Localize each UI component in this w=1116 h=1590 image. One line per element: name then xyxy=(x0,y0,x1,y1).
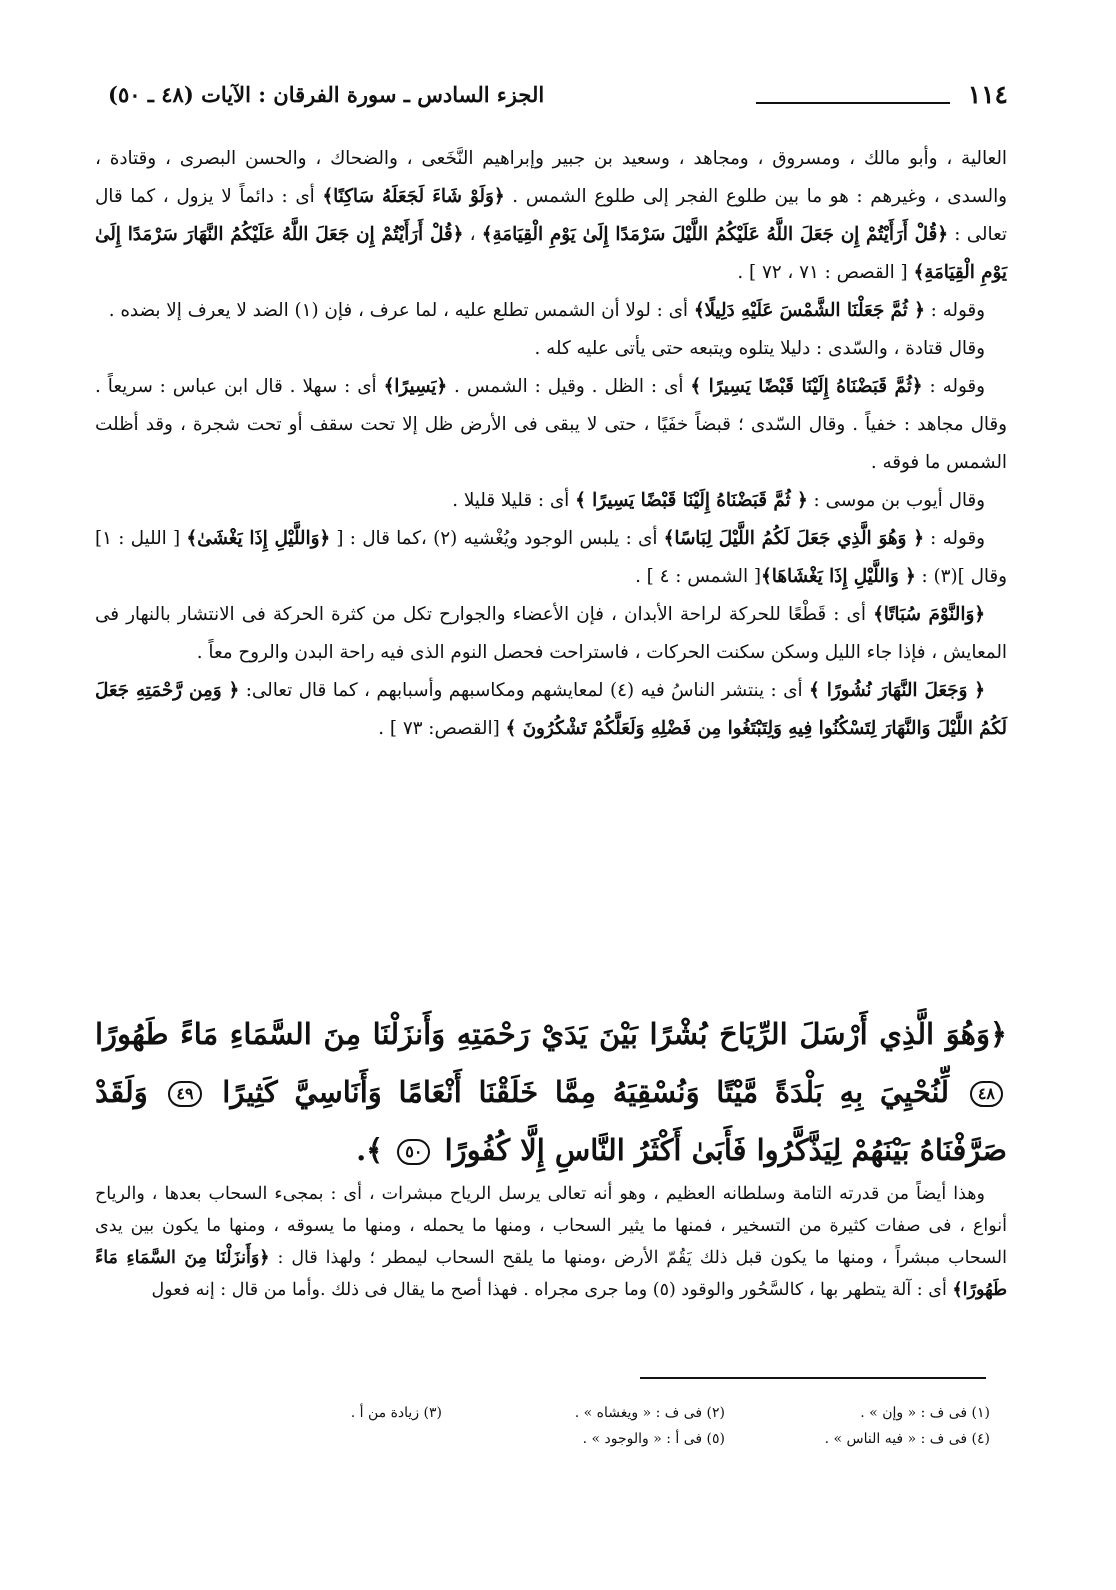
quran-quote: ﴿وَلَوْ شَاءَ لَجَعَلَهُ سَاكِنًا﴾ xyxy=(322,186,505,207)
paragraph-text: وقوله : xyxy=(922,376,985,397)
paragraph-text: أى : دائماً لا يزول ، كما قال تعالى : xyxy=(95,186,1007,245)
commentary-text: وهذا أيضاً من قدرته التامة وسلطانه العظيم ، وهو أنه تعالى يرسل الرياح مبشرات ، أى : بمجىء السحاب بعدها ، والرياح أنواع ، فى صفات كثيرة من التسخير ، فمنها ما يثير السحاب ، ومنها ما يحمله ، ومنها ما يسوقه ، ومنها ما يكون بين يدى السحاب مبشراً ، ومنها ما يكون قبل ذلك يَقُمّ الأرض ،ومنها ما يلقح السحاب ليمطر ؛ ولهذا قال : xyxy=(95,1184,1007,1268)
page-number: ١١٤ xyxy=(967,80,1008,109)
paragraph-p5 xyxy=(95,482,1007,520)
footnotes xyxy=(310,1405,990,1475)
quran-quote: ﴿ وَمِن رَّحْمَتِهِ جَعَلَ لَكُمُ اللَّيْلَ وَالنَّهَارَ لِتَسْكُنُوا فِيهِ وَلِتَبْتَغُوا مِن فَضْلِهِ وَلَعَلَّكُمْ تَشْكُرُونَ ﴾ xyxy=(95,680,1007,739)
paragraph-text: وقال قتادة ، والسّدى : دليلا يتلوه ويتبعه حتى يأتى عليه كله . xyxy=(534,338,985,359)
paragraph-text: أى : قَطْعًا للحركة لراحة الأبدان ، فإن الأعضاء والجوارح تكل من كثرة الحركة فى الانتشار بالنهار فى المعايش ، فإذا جاء الليل وسكن سكنت الحركات ، فاستراحت فحصل النوم الذى فيه راحة البدن والروح معاً . xyxy=(95,604,1007,663)
quran-quote: ﴿ ثُمَّ جَعَلْنَا الشَّمْسَ عَلَيْهِ دَلِيلًا﴾ xyxy=(693,300,925,321)
paragraph-p7 xyxy=(95,596,1007,672)
paragraph-text: [ الشمس : ٤ ] . xyxy=(635,566,762,587)
running-title: الجزء السادس ـ سورة الفرقان : الآيات (٤٨ ـ ٥٠) xyxy=(108,82,545,107)
paragraph-text: [ الليل : ١] وقال ](٣) : xyxy=(95,528,1007,587)
verse-number-badge: ٤٨ xyxy=(970,1081,1003,1107)
footnote-4: (٤) فى ف : « فيه الناس » . xyxy=(824,1431,990,1447)
commentary-text: أى : آلة يتطهر بها ، كالسَّحُور والوقود (٥) وما جرى مجراه . فهذا أصح ما يقال فى ذلك .وأما من قال : إنه فعول xyxy=(151,1280,953,1300)
paragraph-text: ، xyxy=(463,224,482,245)
paragraph-p1 xyxy=(95,140,1007,292)
verse-text: وَهُوَ الَّذِي أَرْسَلَ الرِّيَاحَ بُشْرًا بَيْنَ يَدَيْ رَحْمَتِهِ وَأَنزَلْنَا مِنَ السَّمَاءِ مَاءً طَهُورًا xyxy=(95,1017,990,1051)
verse-number-badge: ٤٩ xyxy=(168,1081,201,1107)
quran-quote: ﴿وَاللَّيْلِ إِذَا يَغْشَىٰ﴾ xyxy=(186,528,331,549)
paragraph-text: وقوله : xyxy=(924,300,985,321)
quran-quote: ﴿ثُمَّ قَبَضْنَاهُ إِلَيْنَا قَبْضًا يَسِيرًا ﴾ xyxy=(690,376,923,397)
paragraph-p6 xyxy=(95,520,1007,596)
commentary-paragraph xyxy=(95,1178,1007,1306)
footnote-3: (٣) زيادة من أ . xyxy=(350,1405,442,1421)
quran-quote: ﴿وَالنَّوْمَ سُبَاتًا﴾ xyxy=(873,604,985,625)
paragraph-text: أى : سهلا . قال ابن عباس : سريعاً . وقال مجاهد : خفياً . وقال السّدى ؛ قبضاً خفَيًا ، حتى لا يبقى فى الأرض ظل إلا تحت سقف أو تحت شجرة ، وقد أظلت الشمس ما فوقه . xyxy=(95,376,1007,473)
commentary xyxy=(95,1178,1007,1306)
quran-quote: ﴿ ثُمَّ قَبَضْنَاهُ إِلَيْنَا قَبْضًا يَسِيرًا ﴾ xyxy=(575,490,808,511)
verse-text: وَلَقَدْ صَرَّفْنَاهُ بَيْنَهُمْ لِيَذَّكَّرُوا فَأَبَىٰ أَكْثَرُ النَّاسِ إِلَّا كُفُورًا xyxy=(95,1075,1007,1167)
quran-quote: ﴿ وَاللَّيْلِ إِذَا يَغْشَاهَا﴾ xyxy=(761,566,916,587)
footnote-2: (٢) فى ف : « ويغشاه » . xyxy=(574,1405,725,1421)
paragraph-text: أى : الظل . وقيل : الشمس . xyxy=(447,376,691,397)
quran-quote: ﴿وَأَنزَلْنَا مِنَ السَّمَاءِ مَاءً طَهُورًا﴾ xyxy=(95,1248,1007,1300)
body-text xyxy=(95,140,1007,748)
quran-quote: ﴿قُلْ أَرَأَيْتُمْ إِن جَعَلَ اللَّهُ عَلَيْكُمُ اللَّيْلَ سَرْمَدًا إِلَىٰ يَوْمِ الْقِيَامَةِ﴾ xyxy=(481,224,948,245)
quran-quote: ﴿ وَهُوَ الَّذِي جَعَلَ لَكُمُ اللَّيْلَ لِبَاسًا﴾ xyxy=(663,528,924,549)
verse-end-period: . xyxy=(356,1133,367,1167)
footnote-5: (٥) فى أ : « والوجود » . xyxy=(582,1431,725,1447)
footnote-separator xyxy=(640,1377,986,1379)
quran-quote: ﴿قُلْ أَرَأَيْتُمْ إِن جَعَلَ اللَّهُ عَلَيْكُمُ النَّهَارَ سَرْمَدًا إِلَىٰ يَوْمِ الْقِيَامَةِ﴾ xyxy=(95,224,1007,283)
paragraph-text: أى : ينتشر الناسُ فيه (٤) لمعايشهم ومكاسبهم وأسبابهم ، كما قال تعالى: xyxy=(239,680,810,701)
quran-quote: ﴿يَسِيرًا﴾ xyxy=(383,376,448,397)
paragraph-text: [القصص: ٧٣ ] . xyxy=(378,718,506,739)
paragraph-text: أى : يلبس الوجود ويُغْشيه (٢) ،كما قال : [ xyxy=(330,528,664,549)
paragraph-text: أى : لولا أن الشمس تطلع عليه ، لما عرف ، فإن (١) الضد لا يعرف إلا بضده . xyxy=(108,300,694,321)
quran-quote: ﴿ وَجَعَلَ النَّهَارَ نُشُورًا ﴾ xyxy=(809,680,986,701)
paragraph-p4 xyxy=(95,368,1007,482)
paragraph-p2 xyxy=(95,292,1007,330)
paragraph-text: العالية ، وأبو مالك ، ومسروق ، ومجاهد ، وسعيد بن جبير وإبراهيم النَّخَعى ، والضحاك ، والحسن البصرى ، وقتادة ، والسدى ، وغيرهم : هو ما بين طلوع الفجر إلى طلوع الشمس . xyxy=(95,148,1007,207)
paragraph-text: وقال أيوب بن موسى : xyxy=(807,490,985,511)
paragraph-p3 xyxy=(95,330,1007,368)
verse-close-bracket: ﴾ xyxy=(366,1133,384,1167)
paragraph-text: [ القصص : ٧١ ، ٧٢ ] . xyxy=(737,262,914,283)
page-header xyxy=(108,80,1008,122)
verse-number-badge: ٥٠ xyxy=(397,1139,430,1165)
paragraph-p8 xyxy=(95,672,1007,748)
paragraph-text: أى : قليلا قليلا . xyxy=(452,490,576,511)
footnote-1: (١) فى ف : « وإن » . xyxy=(860,1405,990,1421)
verse-open-bracket: ﴿ xyxy=(990,1017,1007,1051)
paragraph-text: وقوله : xyxy=(923,528,985,549)
quran-verse-block xyxy=(95,1005,1007,1179)
header-rule xyxy=(756,102,950,104)
verse-text: لِّنُحْيِيَ بِهِ بَلْدَةً مَّيْتًا وَنُسْقِيَهُ مِمَّا خَلَقْنَا أَنْعَامًا وَأَنَاسِيَّ كَثِيرًا xyxy=(222,1075,950,1109)
